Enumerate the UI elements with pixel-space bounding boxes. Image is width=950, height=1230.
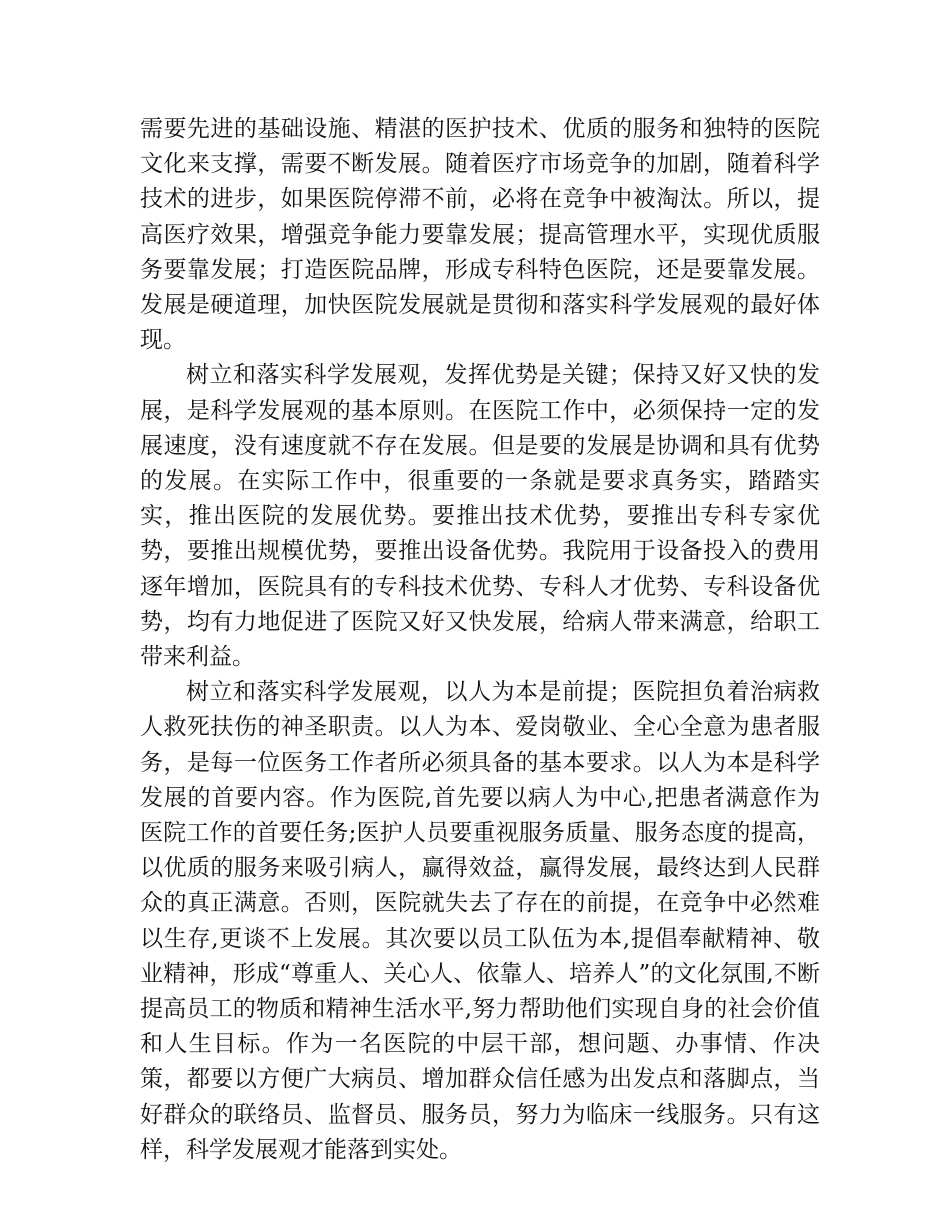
paragraph-people-oriented: 树立和落实科学发展观，以人为本是前提；医院担负着治病救人救死扶伤的神圣职责。以人为本、爱岗敬业、全心全意为患者服务，是每一位医务工作者所必须具备的基本要求。以人为本是科学发展的首要内容。作为医院,首先要以病人为中心,把患者满意作为医院工作的首要任务;医护人员要重视服务质量、服务态度的提高，以优质的服务来吸引病人，赢得效益，赢得发展，最终达到人民群众的真正满意。否则，医院就失去了存在的前提，在竞争中必然难以生存,更谈不上发展。其次要以员工队伍为本,提倡奉献精神、敬业精神，形成“尊重人、关心人、依靠人、培养人”的文化氛围,不断提高员工的物质和精神生活水平,努力帮助他们实现自身的社会价值和人生目标。作为一名医院的中层干部，想问题、办事情、作决策，都要以方便广大病员、增加群众信任感为出发点和落脚点，当好群众的联络员、监督员、服务员，努力为临床一线服务。只有这样，科学发展观才能落到实处。 [140,679,820,1163]
paragraph-advantage-key: 树立和落实科学发展观，发挥优势是关键；保持又好又快的发展，是科学发展观的基本原则。在医院工作中，必须保持一定的发展速度，没有速度就不存在发展。但是要的发展是协调和具有优势的发展。在实际工作中，很重要的一条就是要求真务实，踏踏实实，推出医院的发展优势。要推出技术优势，要推出专科专家优势，要推出规模优势，要推出设备优势。我院用于设备投入的费用逐年增加，医院具有的专科技术优势、专科人才优势、专科设备优势，均有力地促进了医院又好又快发展，给病人带来满意，给职工带来利益。 [140,362,820,671]
paragraph-development-need: 需要先进的基础设施、精湛的医护技术、优质的服务和独特的医院文化来支撑，需要不断发展。随着医疗市场竞争的加剧，随着科学技术的进步，如果医院停滞不前，必将在竞争中被淘汰。所以，提高医疗效果，增强竞争能力要靠发展；提高管理水平，实现优质服务要靠发展；打造医院品牌，形成专科特色医院，还是要靠发展。发展是硬道理，加快医院发展就是贯彻和落实科学发展观的最好体现。 [140,116,820,354]
document-page [140,112,820,1168]
